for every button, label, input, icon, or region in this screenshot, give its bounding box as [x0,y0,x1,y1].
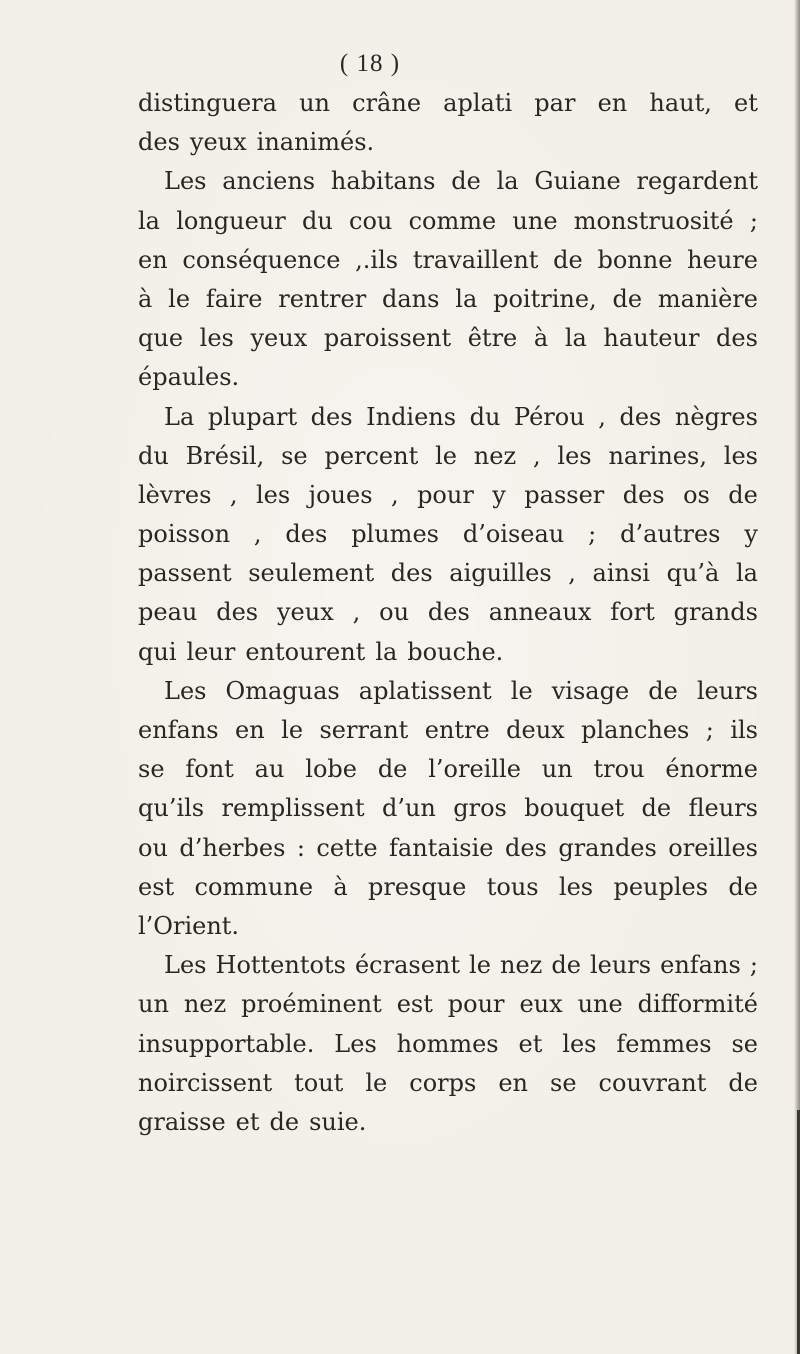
body-text [138,84,758,1142]
text-line: la longueur du cou comme une monstruosité ; [138,206,758,235]
text-line: un nez proéminent est pour eux une difformité [138,990,758,1019]
text-line: passent seulement des aiguilles , ainsi qu’à la [138,559,758,588]
text-line: distinguera un crâne aplati par en haut, et [138,89,758,117]
text-line: enfans en le serrant entre deux planches ; ils [138,716,758,744]
text-line: que les yeux paroissent être à la hauteur des [138,324,758,353]
text-line: La plupart des Indiens du Pérou , des nègres [164,402,758,431]
text-line: qui leur entourent la bouche. [138,637,504,666]
text-line: Les Hottentots écrasent le nez de leurs enfans ; [164,951,758,980]
text-line: épaules. [138,363,240,392]
text-line: peau des yeux , ou des anneaux fort grands [138,598,758,627]
text-line: ou d’herbes : cette fantaisie des grandes oreilles [138,833,758,862]
page-number-text: ( 18 ) [339,50,401,77]
text-line: insupportable. Les hommes et les femmes se [138,1029,758,1058]
text-line: Les anciens habitans de la Guiane regardent [164,167,758,196]
text-line: lèvres , les joues , pour y passer des os de [138,480,758,509]
text-line: en conséquence ,.ils travaillent de bonne heure [138,245,758,274]
text-line: à le faire rentrer dans la poitrine, de manière [138,284,758,313]
text-line: des yeux inanimés. [138,128,375,157]
page-number [0,50,800,78]
text-line: se font au lobe de l’oreille un trou énorme [138,755,758,784]
text-line: est commune à presque tous les peuples de [138,872,758,901]
text-line: du Brésil, se percent le nez , les narines, les [138,441,758,470]
text-line: l’Orient. [138,911,240,940]
text-line: qu’ils remplissent d’un gros bouquet de fleurs [138,794,758,823]
text-line: poisson , des plumes d’oiseau ; d’autres y [138,520,758,549]
text-line: Les Omaguas aplatissent le visage de leurs [164,676,758,705]
text-line: noircissent tout le corps en se couvrant de [138,1068,758,1097]
text-line: graisse et de suie. [138,1107,367,1136]
